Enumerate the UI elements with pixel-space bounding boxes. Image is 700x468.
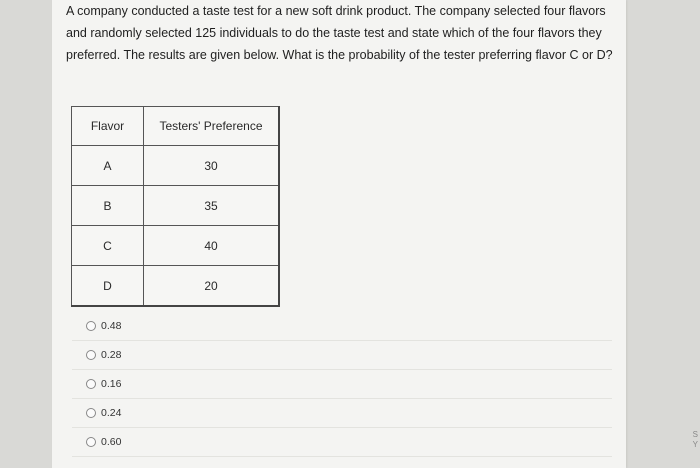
flavor-cell: A bbox=[72, 146, 144, 186]
count-cell: 40 bbox=[144, 226, 280, 266]
header-testers-preference: Testers' Preference bbox=[144, 107, 280, 146]
answer-option-label: 0.28 bbox=[101, 349, 122, 361]
answer-option-1[interactable] bbox=[72, 312, 612, 341]
table-row bbox=[72, 266, 280, 307]
count-cell: 35 bbox=[144, 186, 280, 226]
table-row bbox=[72, 186, 280, 226]
question-panel bbox=[52, 0, 626, 468]
header-flavor: Flavor bbox=[72, 107, 144, 146]
question-text: A company conducted a taste test for a new soft drink product. The company selected four flavors and randomly selected 125 individuals to do the taste test and state which of the four flavors they preferred. The results are given below. What is the probability of the tester preferring flavor C or D? bbox=[66, 4, 613, 62]
flavor-cell: C bbox=[72, 226, 144, 266]
table-row bbox=[72, 146, 280, 186]
radio-button-icon[interactable] bbox=[86, 379, 96, 389]
table-header-row bbox=[72, 107, 280, 146]
answer-option-5[interactable] bbox=[72, 428, 612, 457]
answer-option-2[interactable] bbox=[72, 341, 612, 370]
answer-option-label: 0.16 bbox=[101, 378, 122, 390]
radio-button-icon[interactable] bbox=[86, 321, 96, 331]
answer-options bbox=[72, 312, 612, 457]
answer-option-4[interactable] bbox=[72, 399, 612, 428]
flavor-preference-table bbox=[71, 106, 280, 307]
flavor-cell: D bbox=[72, 266, 144, 307]
answer-option-label: 0.48 bbox=[101, 320, 122, 332]
edge-text-line: S bbox=[692, 430, 698, 439]
answer-option-label: 0.60 bbox=[101, 436, 122, 448]
radio-button-icon[interactable] bbox=[86, 437, 96, 447]
count-cell: 30 bbox=[144, 146, 280, 186]
table-row bbox=[72, 226, 280, 266]
radio-button-icon[interactable] bbox=[86, 350, 96, 360]
flavor-cell: B bbox=[72, 186, 144, 226]
count-cell: 20 bbox=[144, 266, 280, 307]
edge-text-line: Y bbox=[692, 440, 698, 449]
answer-option-label: 0.24 bbox=[101, 407, 122, 419]
cropped-edge-text bbox=[693, 430, 698, 450]
radio-button-icon[interactable] bbox=[86, 408, 96, 418]
answer-option-3[interactable] bbox=[72, 370, 612, 399]
